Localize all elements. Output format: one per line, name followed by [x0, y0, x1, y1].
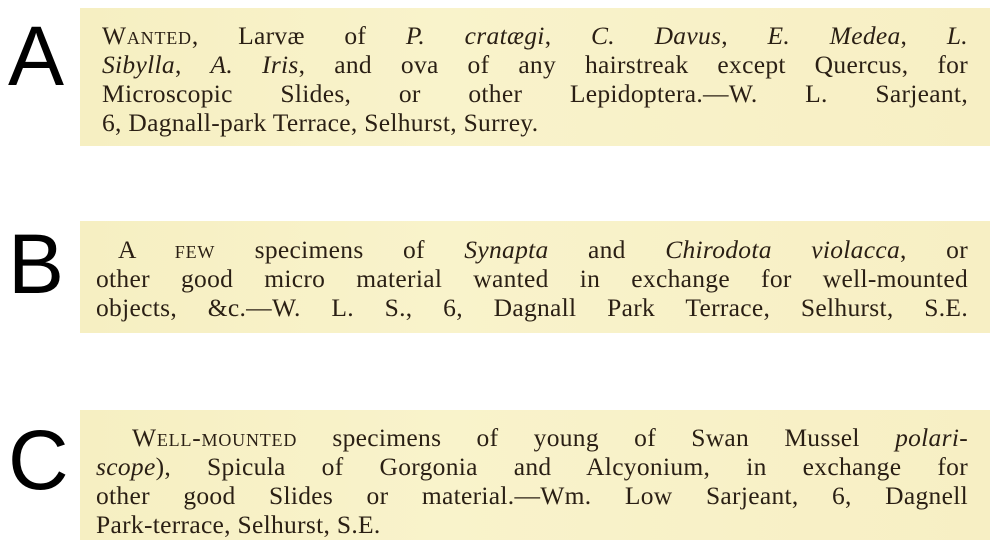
species-name: Chirodota violacca — [665, 235, 901, 264]
clipping-line — [96, 235, 968, 264]
clipping-line — [96, 510, 968, 539]
clipping-line — [96, 293, 968, 322]
clipping-line — [102, 108, 968, 137]
text-run: specimens of young of Swan Mussel — [297, 423, 896, 452]
text-run: , — [174, 50, 211, 79]
text-run: and — [548, 235, 666, 264]
text-run: , or — [900, 235, 968, 264]
species-name: C. Davus — [590, 21, 722, 50]
text-run: other good micro material wanted in exchange for well-mounted — [96, 264, 968, 293]
species-name: Synapta — [464, 235, 549, 264]
text-run: Wanted — [102, 21, 192, 50]
species-name: E. Medea — [767, 21, 901, 50]
text-run: objects, &c.—W. L. S., 6, Dagnall Park Terrace, Selhurst, S.E. — [96, 293, 968, 322]
species-name: P. cratægi — [405, 21, 545, 50]
clipping-line — [102, 50, 968, 79]
species-name: L. — [946, 21, 968, 50]
text-run: 6, Dagnall-park Terrace, Selhurst, Surrey. — [102, 108, 539, 137]
panel-label-b: B — [8, 217, 65, 311]
text-run: , — [544, 21, 591, 50]
text-run: polari- — [895, 423, 968, 452]
text-run: , Larvæ of — [191, 21, 406, 50]
clipping-a — [80, 8, 990, 146]
clipping-line — [96, 481, 968, 510]
text-run: scope — [96, 452, 156, 481]
clipping-line — [96, 264, 968, 293]
text-run: , — [900, 21, 947, 50]
text-run: specimens of — [215, 235, 465, 264]
text-run: Park-terrace, Selhurst, S.E. — [96, 510, 381, 539]
panel-label-a: A — [8, 9, 65, 103]
text-run: few — [174, 235, 216, 264]
text-run: Microscopic Slides, or other Lepidoptera.—W. L. Sarjeant, — [102, 79, 968, 108]
text-run: , and ova of any hairstreak except Quercus, for — [298, 50, 968, 79]
clipping-b — [80, 221, 990, 333]
species-name: Sibylla — [102, 50, 175, 79]
clipping-line — [96, 423, 968, 452]
text-run: other good Slides or material.—Wm. Low Sarjeant, 6, Dagnell — [96, 481, 968, 510]
clipping-line — [102, 21, 968, 50]
species-name: A. Iris — [210, 50, 299, 79]
clipping-line — [102, 79, 968, 108]
text-run: , — [721, 21, 768, 50]
text-run: Well-mounted — [132, 423, 298, 452]
text-run: ), Spicula of Gorgonia and Alcyonium, in exchange for — [155, 452, 968, 481]
clipping-c — [80, 410, 990, 540]
text-run: A — [118, 235, 175, 264]
clipping-line — [96, 452, 968, 481]
panel-label-c: C — [8, 413, 69, 507]
